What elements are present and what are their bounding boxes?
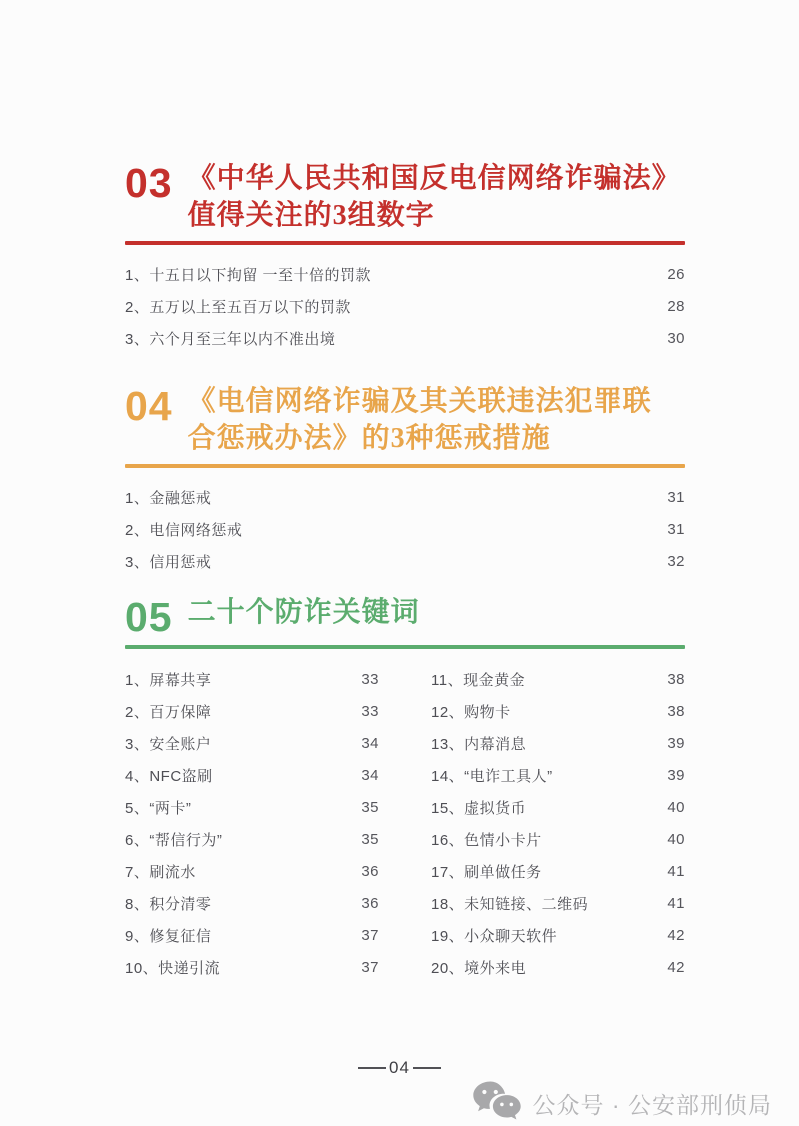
toc-item	[125, 481, 685, 513]
toc-item-page: 31	[667, 520, 685, 538]
toc-item-label: 9、修复征信	[125, 927, 212, 945]
watermark	[471, 1080, 772, 1126]
toc-item-label: 1、十五日以下拘留 一至十倍的罚款	[125, 266, 372, 284]
section-05-title-line1: 二十个防诈关键词	[187, 597, 420, 628]
toc-item-label: 3、安全账户	[125, 735, 212, 753]
toc-item-label: 14、“电诈工具人”	[431, 767, 553, 785]
toc-item-page: 26	[667, 265, 685, 283]
section-04-title-line2: 合惩戒办法》的3种惩戒措施	[187, 423, 551, 454]
toc-item	[125, 258, 685, 290]
section-03-header	[125, 160, 685, 234]
toc-item	[125, 791, 379, 823]
toc-item	[125, 663, 379, 695]
watermark-text: 公众号 · 公安部刑侦局	[532, 1091, 772, 1118]
toc-item-label: 15、虚拟货币	[431, 799, 527, 817]
toc-item-page: 35	[361, 798, 379, 816]
toc-item-page: 38	[667, 670, 685, 688]
toc-item-page: 30	[667, 329, 685, 347]
toc-item-page: 31	[667, 488, 685, 506]
toc-item-page: 28	[667, 297, 685, 315]
section-03	[125, 160, 685, 354]
toc-item	[125, 290, 685, 322]
section-04-number: 04	[125, 383, 173, 429]
toc-item	[431, 759, 685, 791]
section-03-title-line1: 《中华人民共和国反电信网络诈骗法》	[187, 163, 681, 194]
toc-item-label: 10、快递引流	[125, 959, 221, 977]
section-04-title	[188, 383, 652, 457]
toc-item	[125, 545, 685, 577]
toc-item	[125, 727, 379, 759]
section-05-title	[188, 594, 420, 631]
toc-item	[125, 759, 379, 791]
toc-item-label: 18、未知链接、二维码	[431, 895, 589, 913]
toc-item-label: 7、刷流水	[125, 863, 196, 881]
page-number-dash-left	[358, 1067, 386, 1069]
page-number-dash-right	[413, 1067, 441, 1069]
toc-column-left	[125, 663, 379, 983]
toc-item	[431, 855, 685, 887]
toc-item-label: 1、金融惩戒	[125, 489, 212, 507]
toc-item-label: 4、NFC盗刷	[125, 767, 213, 785]
toc-item-label: 8、积分清零	[125, 895, 212, 913]
section-05-header	[125, 594, 685, 638]
toc-item-page: 36	[361, 862, 379, 880]
toc-item-page: 34	[361, 734, 379, 752]
section-03-title	[188, 160, 681, 234]
toc-item-page: 32	[667, 552, 685, 570]
toc-item-page: 35	[361, 830, 379, 848]
toc-item-label: 5、“两卡”	[125, 799, 192, 817]
toc-item-page: 39	[667, 734, 685, 752]
toc-item-page: 42	[667, 926, 685, 944]
toc-item-page: 33	[361, 702, 379, 720]
toc-item-label: 6、“帮信行为”	[125, 831, 223, 849]
section-05-number: 05	[125, 594, 173, 640]
toc-item-page: 33	[361, 670, 379, 688]
toc-item-label: 12、购物卡	[431, 703, 511, 721]
section-05	[125, 594, 685, 983]
toc-item-page: 37	[361, 926, 379, 944]
toc-column-right	[431, 663, 685, 983]
toc-item-label: 2、电信网络惩戒	[125, 521, 243, 539]
toc-item-page: 42	[667, 958, 685, 976]
toc-item-page: 40	[667, 798, 685, 816]
section-04-toc	[125, 481, 685, 577]
toc-item	[431, 823, 685, 855]
toc-item-page: 40	[667, 830, 685, 848]
toc-item-label: 3、信用惩戒	[125, 553, 212, 571]
toc-item	[125, 513, 685, 545]
toc-item-label: 16、色情小卡片	[431, 831, 542, 849]
toc-item	[431, 951, 685, 983]
section-03-title-line2: 值得关注的3组数字	[187, 200, 435, 231]
toc-item	[125, 887, 379, 919]
toc-item-label: 2、五万以上至五百万以下的罚款	[125, 298, 351, 316]
page-number: 04	[389, 1058, 410, 1077]
toc-item-page: 38	[667, 702, 685, 720]
section-04	[125, 383, 685, 577]
toc-item-label: 1、屏幕共享	[125, 671, 212, 689]
toc-item-label: 19、小众聊天软件	[431, 927, 558, 945]
toc-item	[431, 887, 685, 919]
toc-item-label: 13、内幕消息	[431, 735, 527, 753]
toc-item	[125, 823, 379, 855]
page-number-block	[0, 1058, 799, 1078]
toc-item	[431, 919, 685, 951]
toc-item-page: 41	[667, 894, 685, 912]
toc-item-label: 20、境外来电	[431, 959, 527, 977]
toc-item	[431, 663, 685, 695]
section-04-header	[125, 383, 685, 457]
section-03-divider	[125, 241, 685, 245]
toc-item	[431, 791, 685, 823]
section-03-number: 03	[125, 160, 173, 206]
toc-item	[431, 695, 685, 727]
toc-item	[125, 919, 379, 951]
section-03-toc	[125, 258, 685, 354]
toc-item-label: 11、现金黄金	[431, 671, 526, 689]
toc-item-page: 39	[667, 766, 685, 784]
toc-item-label: 17、刷单做任务	[431, 863, 542, 881]
toc-item	[125, 695, 379, 727]
toc-item-label: 2、百万保障	[125, 703, 212, 721]
toc-item	[431, 727, 685, 759]
toc-item-page: 41	[667, 862, 685, 880]
section-04-divider	[125, 464, 685, 468]
wechat-icon	[471, 1080, 523, 1126]
toc-item-page: 34	[361, 766, 379, 784]
toc-item-page: 37	[361, 958, 379, 976]
section-05-divider	[125, 645, 685, 649]
toc-item-label: 3、六个月至三年以内不准出境	[125, 330, 336, 348]
toc-item	[125, 951, 379, 983]
toc-item-page: 36	[361, 894, 379, 912]
section-04-title-line1: 《电信网络诈骗及其关联违法犯罪联	[187, 386, 652, 417]
toc-item	[125, 322, 685, 354]
section-05-toc	[125, 663, 685, 983]
toc-item	[125, 855, 379, 887]
